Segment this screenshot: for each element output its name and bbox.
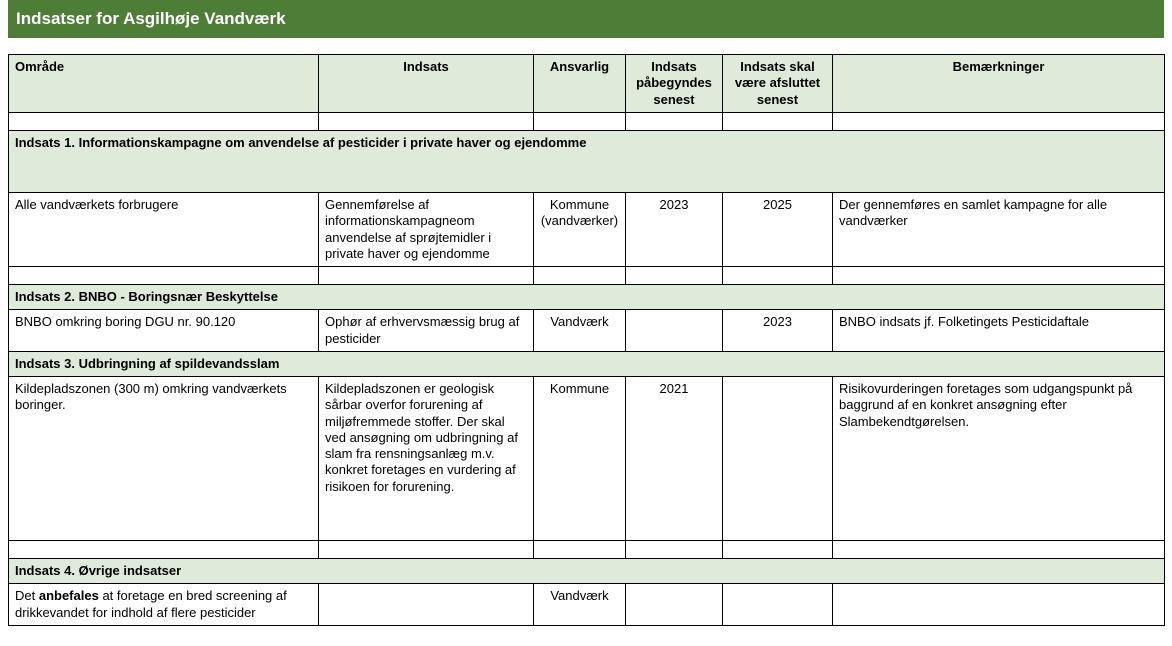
- cell-bemaerkninger: Der gennemføres en samlet kampagne for alle vandværker: [833, 193, 1165, 267]
- gap-row: [9, 541, 1165, 559]
- indsatser-table: [8, 54, 1165, 626]
- gap-cell: [9, 267, 319, 285]
- gap-row: [9, 267, 1165, 285]
- gap-cell: [534, 267, 626, 285]
- section-band-label: Indsats 4. Øvrige indsatser: [9, 559, 1165, 584]
- cell-paabegyndes: [626, 310, 723, 352]
- gap-cell: [319, 541, 534, 559]
- section-band-label: Indsats 2. BNBO - Boringsnær Beskyttelse: [9, 285, 1165, 310]
- cell-ansvarlig: Kommune (vandværker): [534, 193, 626, 267]
- cell-ansvarlig: Vandværk: [534, 584, 626, 626]
- table-row: [9, 310, 1165, 352]
- column-header-indsats: Indsats: [319, 55, 534, 113]
- section-band-1: [9, 131, 1165, 193]
- cell-omrade: Alle vandværkets forbrugere: [9, 193, 319, 267]
- gap-cell: [9, 541, 319, 559]
- page-title: Indsatser for Asgilhøje Vandværk: [16, 9, 286, 28]
- table-body: [9, 113, 1165, 626]
- gap-cell: [626, 113, 723, 131]
- cell-paabegyndes: [626, 584, 723, 626]
- cell-indsats: [319, 584, 534, 626]
- cell-indsats: Ophør af erhvervsmæssig brug af pesticider: [319, 310, 534, 352]
- cell-bemaerkninger: Risikovurderingen foretages som udgangspunkt på baggrund af en konkret ansøgning efter Slambekendtgørelsen.: [833, 377, 1165, 541]
- gap-cell: [534, 541, 626, 559]
- column-header-bemaerkninger: Bemærkninger: [833, 55, 1165, 113]
- cell-ansvarlig: Kommune: [534, 377, 626, 541]
- cell-bemaerkninger: [833, 584, 1165, 626]
- cell-omrade-bold: anbefales: [38, 588, 99, 604]
- section-band-3: [9, 351, 1165, 376]
- section-band-label: Indsats 3. Udbringning af spildevandsslam: [9, 351, 1165, 376]
- cell-indsats: Kildepladszonen er geologisk sårbar overfor forurening af miljøfremmede stoffer. Der skal ved ansøgning om udbringning af slam fra rensningsanlæg m.v. konkret foretages en vurdering af risikoen for forurening.: [319, 377, 534, 541]
- cell-omrade: BNBO omkring boring DGU nr. 90.120: [9, 310, 319, 352]
- gap-cell: [833, 541, 1165, 559]
- gap-cell: [534, 113, 626, 131]
- table-row: [9, 377, 1165, 541]
- cell-paabegyndes: 2021: [626, 377, 723, 541]
- gap-cell: [319, 267, 534, 285]
- section-band-2: [9, 285, 1165, 310]
- column-header-afsluttet: Indsats skal være afsluttet senest: [723, 55, 833, 113]
- gap-cell: [723, 541, 833, 559]
- gap-cell: [319, 113, 534, 131]
- gap-cell: [9, 113, 319, 131]
- section-band-4: [9, 559, 1165, 584]
- table-row: [9, 584, 1165, 626]
- cell-afsluttet: [723, 377, 833, 541]
- header-row: [9, 55, 1165, 113]
- cell-afsluttet: [723, 584, 833, 626]
- gap-cell: [723, 113, 833, 131]
- table-row: [9, 193, 1165, 267]
- gap-cell: [626, 267, 723, 285]
- gap-row: [9, 113, 1165, 131]
- cell-afsluttet: 2025: [723, 193, 833, 267]
- gap-cell: [626, 541, 723, 559]
- cell-bemaerkninger: BNBO indsats jf. Folketingets Pesticidaftale: [833, 310, 1165, 352]
- cell-omrade-suffix: at foretage en bred screening af drikkevandet for indhold af flere pesticider: [15, 588, 287, 620]
- gap-cell: [833, 113, 1165, 131]
- cell-omrade: [9, 584, 319, 626]
- cell-paabegyndes: 2023: [626, 193, 723, 267]
- gap-cell: [723, 267, 833, 285]
- cell-omrade: Kildepladszonen (300 m) omkring vandværkets boringer.: [9, 377, 319, 541]
- column-header-ansvarlig: Ansvarlig: [534, 55, 626, 113]
- cell-indsats: Gennemførelse af informationskampagneom anvendelse af sprøjtemidler i private haver og ejendomme: [319, 193, 534, 267]
- document-title-bar: [8, 0, 1164, 38]
- gap-cell: [833, 267, 1165, 285]
- section-band-label: Indsats 1. Informationskampagne om anvendelse af pesticider i private haver og ejendomme: [9, 131, 1165, 193]
- cell-ansvarlig: Vandværk: [534, 310, 626, 352]
- cell-omrade-prefix: Det: [15, 588, 39, 604]
- cell-afsluttet: 2023: [723, 310, 833, 352]
- title-table-spacer: [8, 38, 1164, 54]
- table-header: [9, 55, 1165, 113]
- column-header-omrade: Område: [9, 55, 319, 113]
- column-header-paabegyndes: Indsats påbegyndes senest: [626, 55, 723, 113]
